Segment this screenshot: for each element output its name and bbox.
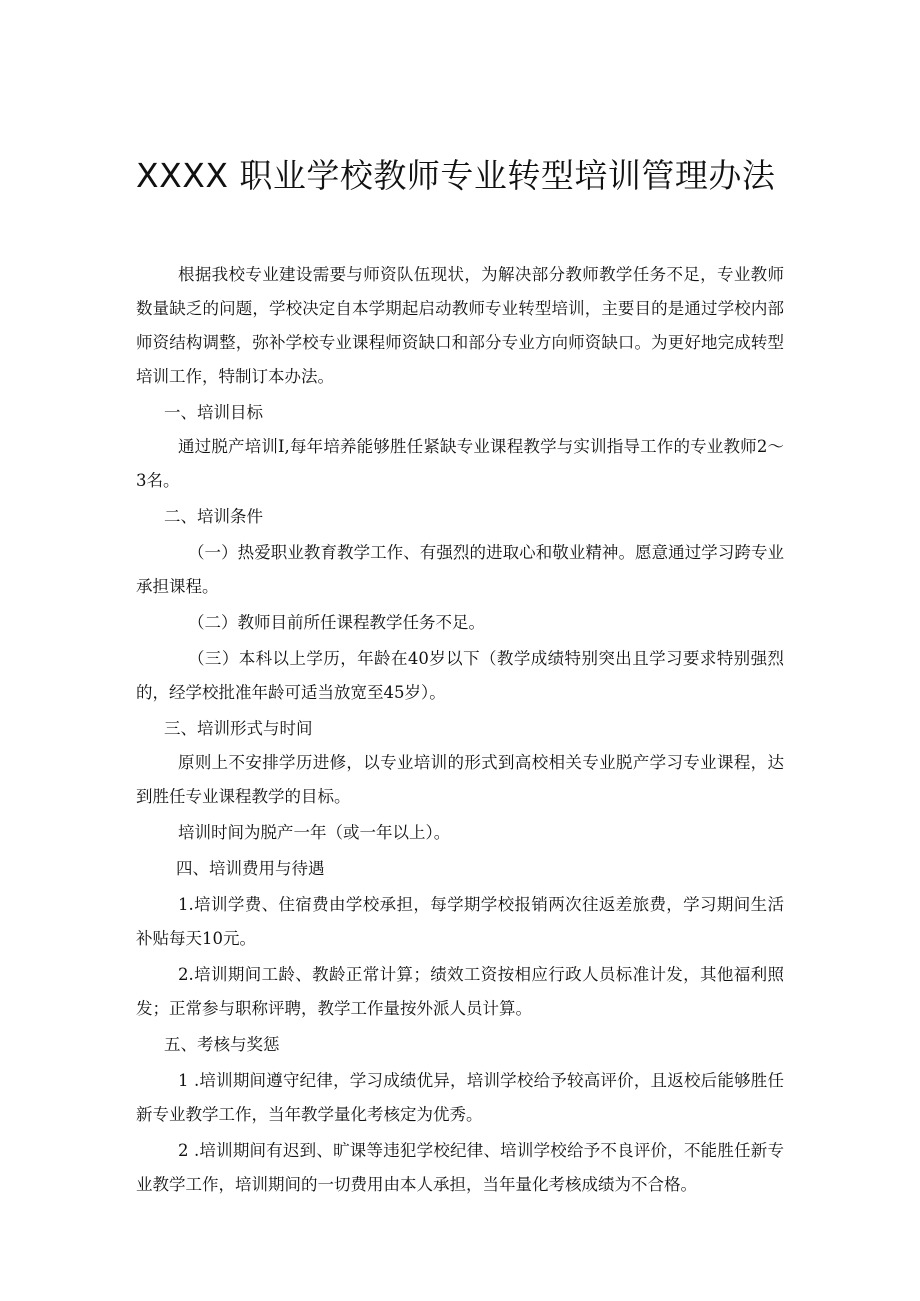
section-2-item: （一）热爱职业教育教学工作、有强烈的进取心和敬业精神。愿意通过学习跨专业承担课程。 [136,543,784,596]
section-5-heading: 五、考核与奖惩 [164,1035,280,1054]
section-3-heading: 三、培训形式与时间 [164,719,313,738]
section-2-heading: 二、培训条件 [164,507,263,526]
intro-paragraph: 根据我校专业建设需要与师资队伍现状，为解决部分教师教学任务不足，专业教师数量缺乏的问题，学校决定自本学期起启动教师专业转型培训，主要目的是通过学校内部师资结构调整，弥补学校专业课程师资缺口和部分专业方向师资缺口。为更好地完成转型培训工作，特制订本办法。 [136,265,784,386]
section-2-item: （三）本科以上学历，年龄在40岁以下（教学成绩特别突出且学习要求特别强烈的，经学校批准年龄可适当放宽至45岁）。 [136,649,784,702]
document-title: XXXX 职业学校教师专业转型培训管理办法 [136,156,776,195]
section-1-text: 通过脱产培训I,每年培养能够胜任紧缺专业课程教学与实训指导工作的专业教师2～3名。 [136,437,784,490]
section-3-text: 原则上不安排学历进修，以专业培训的形式到高校相关专业脱产学习专业课程，达到胜任专业课程教学的目标。 [136,753,784,806]
section-4-item: 1.培训学费、住宿费由学校承担，每学期学校报销两次往返差旅费，学习期间生活补贴每天10元。 [136,895,784,948]
section-4-item: 2.培训期间工龄、教龄正常计算；绩效工资按相应行政人员标准计发，其他福利照发；正常参与职称评聘，教学工作量按外派人员计算。 [136,965,784,1018]
section-4-heading: 四、培训费用与待遇 [176,859,325,878]
section-2-item: （二）教师目前所任课程教学任务不足。 [188,613,485,632]
section-3-duration: 培训时间为脱产一年（或一年以上）。 [178,823,451,842]
section-5-item: 1 .培训期间遵守纪律，学习成绩优异，培训学校给予较高评价，且返校后能够胜任新专业教学工作，当年教学量化考核定为优秀。 [136,1071,784,1124]
section-5-item: 2 .培训期间有迟到、旷课等违犯学校纪律、培训学校给予不良评价，不能胜任新专业教学工作，培训期间的一切费用由本人承担，当年量化考核成绩为不合格。 [136,1141,784,1194]
section-1-heading: 一、培训目标 [164,403,263,422]
document-body [136,258,784,1202]
